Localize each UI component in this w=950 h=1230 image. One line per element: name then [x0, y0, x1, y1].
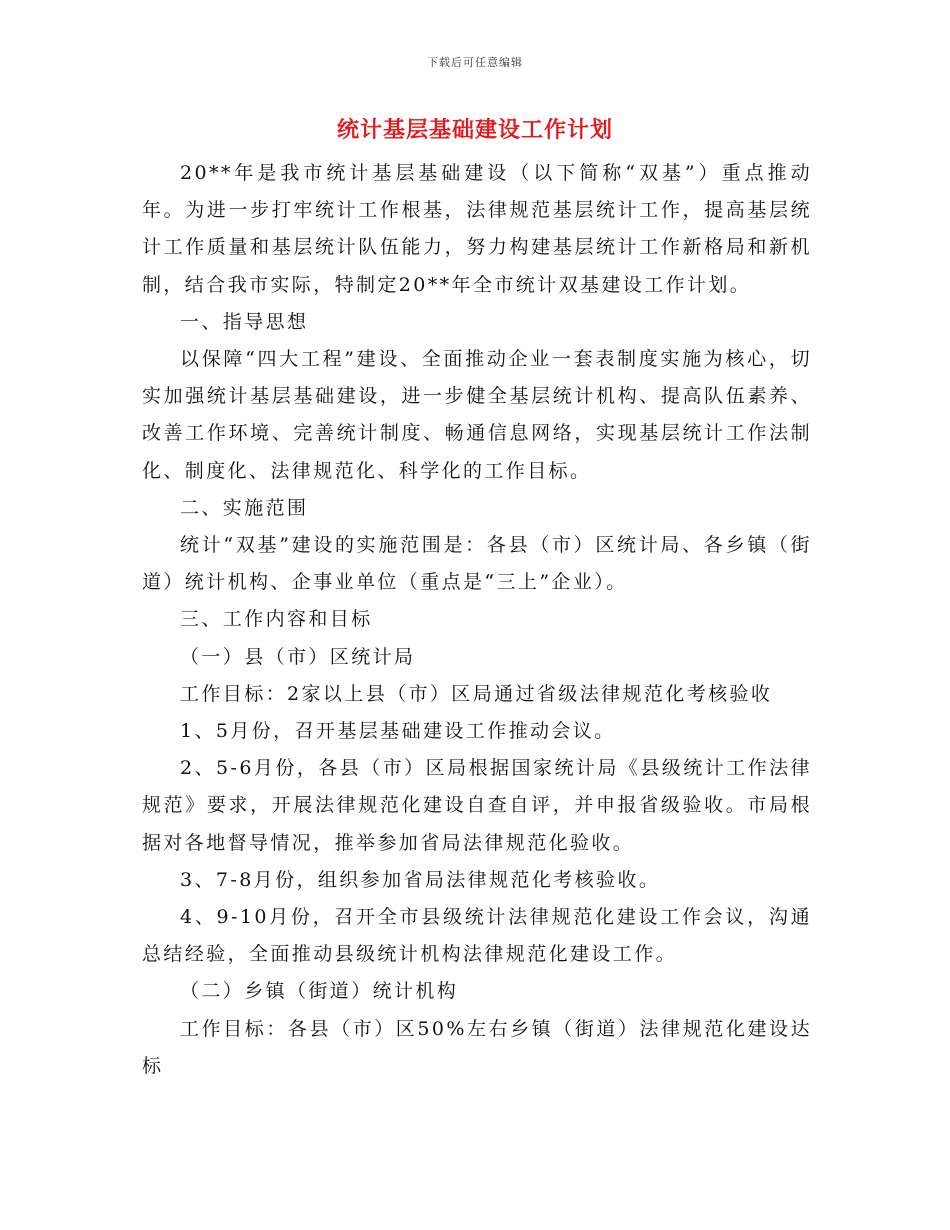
paragraph-scope: 统计“双基”建设的实施范围是：各县（市）区统计局、各乡镇（街道）统计机构、企事业单位（重点是“三上”企业）。 — [142, 534, 812, 594]
subsection-heading-township: （二）乡镇（街道）统计机构 — [180, 980, 459, 1003]
paragraph-county-goal: 工作目标：2家以上县（市）区局通过省级法律规范化考核验收 — [180, 682, 773, 705]
section-heading-scope: 二、实施范围 — [180, 496, 309, 519]
document-title: 统计基层基础建设工作计划 — [336, 117, 613, 143]
header-note: 下载后可任意编辑 — [427, 56, 523, 69]
list-item-2: 2、5-6月份，各县（市）区局根据国家统计局《县级统计工作法律规范》要求，开展法律规范化建设自查自评，并申报省级验收。市局根据对各地督导情况，推举参加省局法律规范化验收。 — [142, 757, 812, 854]
document-body — [142, 155, 812, 1085]
section-heading-guiding-ideology: 一、指导思想 — [180, 310, 309, 333]
section-heading-content-goals: 三、工作内容和目标 — [180, 608, 373, 631]
list-item-3: 3、7-8月份，组织参加省局法律规范化考核验收。 — [180, 868, 661, 891]
intro-paragraph: 20**年是我市统计基层基础建设（以下简称“双基”）重点推动年。为进一步打牢统计工作根基，法律规范基层统计工作，提高基层统计工作质量和基层统计队伍能力，努力构建基层统计工作新格局和新机制，结合我市实际，特制定20**年全市统计双基建设工作计划。 — [142, 162, 812, 296]
list-item-1: 1、5月份，召开基层基础建设工作推动会议。 — [180, 720, 616, 743]
paragraph-guiding-ideology: 以保障“四大工程”建设、全面推动企业一套表制度实施为核心，切实加强统计基层基础建设，进一步健全基层统计机构、提高队伍素养、改善工作环境、完善统计制度、畅通信息网络，实现基层统计工作法制化、制度化、法律规范化、科学化的工作目标。 — [142, 348, 812, 482]
paragraph-township-goal: 工作目标：各县（市）区50%左右乡镇（街道）法律规范化建设达标 — [142, 1017, 812, 1077]
subsection-heading-county-bureau: （一）县（市）区统计局 — [180, 645, 416, 668]
list-item-4: 4、9-10月份，召开全市县级统计法律规范化建设工作会议，沟通总结经验，全面推动县级统计机构法律规范化建设工作。 — [142, 906, 812, 966]
